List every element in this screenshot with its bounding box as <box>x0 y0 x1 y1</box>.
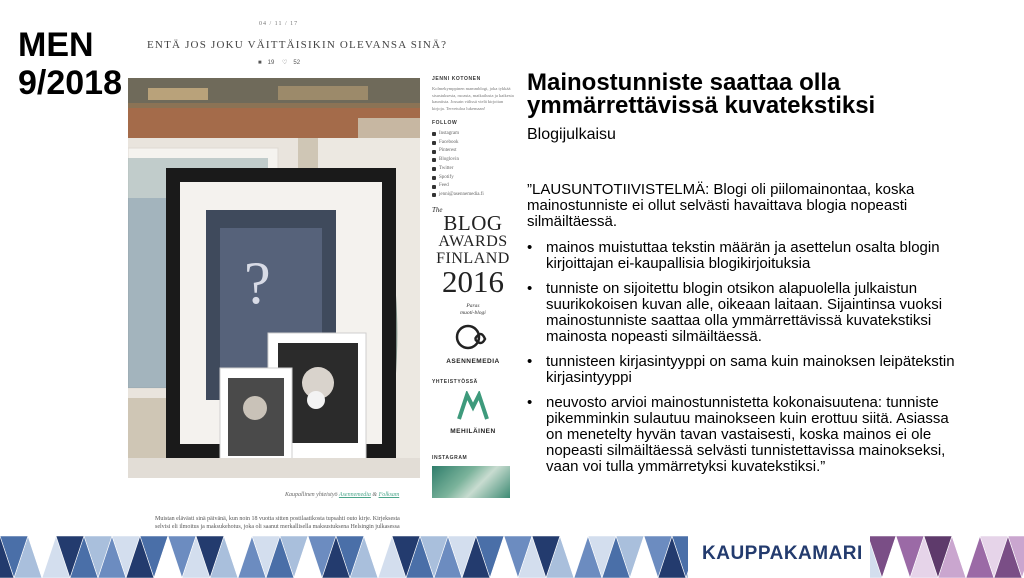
caption-link-asennemedia[interactable]: Asennemedia <box>338 492 371 498</box>
comment-count: 19 <box>267 60 275 66</box>
bullet-item: • tunnisteen kirjasintyyppi on sama kuin mainoksen leipätekstin kirjasintyyppi <box>527 354 967 386</box>
caption-prefix: Kaupallinen yhteistyö <box>285 492 338 498</box>
mail-icon <box>432 193 436 197</box>
author-bio: Kolmekymppinen mammblogi, joka tykkää sisustuksesta, ruoasta, matkailusta ja kaikesta kauniista. Jossain välissä vielä kirjoitan kirjoja. Tervetuloa lukemaan! <box>432 86 514 111</box>
award-line2: AWARDS <box>438 232 508 250</box>
bullet-item: • tunniste on sijoitettu blogin otsikon alapuolella julkaistun suurikokoisen kuvan alle, oikeaan laitaan. Sijaintinsa vuoksi mainostunniste saattaa olla ymmärrettävissä kuvatekstiksi mainosta nopeasti silmäiltäessä. <box>527 281 967 345</box>
kauppakamari-logo: KAUPPAKAMARI <box>702 543 863 564</box>
slide-id <box>18 26 122 102</box>
network-name: ASENNEMEDIA <box>446 357 500 365</box>
award-line3: FINLAND <box>436 249 510 267</box>
award-sub1: Paras <box>466 302 480 309</box>
follow-heading: FOLLOW <box>432 120 458 126</box>
spotify-icon <box>432 176 436 180</box>
slide-subheading: Blogijulkaisu <box>527 126 616 143</box>
blog-post-title: ENTÄ JOS JOKU VÄITTÄISIKIN OLEVANSA SINÄ? <box>147 39 448 51</box>
instagram-thumbnail[interactable] <box>432 466 510 498</box>
slide-heading: Mainostunniste saattaa olla ymmärrettävissä kuvatekstiksi <box>527 69 876 119</box>
follow-item[interactable]: Pinterest <box>432 147 514 156</box>
blog-date: 04 / 11 / 17 <box>259 21 299 27</box>
facebook-icon <box>432 141 436 145</box>
bullet-list <box>527 240 967 484</box>
blog-meta <box>258 59 306 66</box>
twitter-icon <box>432 167 436 171</box>
ad-label-caption <box>285 492 399 498</box>
follow-item[interactable]: Spotify <box>432 174 514 183</box>
rss-icon <box>432 185 436 189</box>
follow-item[interactable]: Feed <box>432 182 514 191</box>
coop-brand: MEHILÄINEN <box>450 427 496 435</box>
bloglovin-icon <box>432 158 436 162</box>
statement-summary: ”LAUSUNTOTIIVISTELMÄ: Blogi oli piilomainontaa, koska mainostunniste ei ollut selvästi havaittava blogia nopeasti silmäiltäessä. <box>527 181 915 230</box>
follow-item[interactable]: jenni@asennemedia.fi <box>432 191 514 200</box>
follow-item[interactable]: Bloglovin <box>432 156 514 165</box>
slide-id-line2: 9/2018 <box>18 64 122 102</box>
asennemedia-logo[interactable] <box>432 321 514 365</box>
bullet-item: • mainos muistuttaa tekstin määrän ja asettelun osalta blogin kirjoittajan ei-kaupallisia blogikirjoituksia <box>527 240 967 272</box>
award-year: 2016 <box>442 263 504 299</box>
blog-screenshot <box>125 18 520 536</box>
blog-sidebar <box>432 76 514 498</box>
instagram-icon <box>432 132 436 136</box>
blog-main-photo <box>128 78 420 478</box>
award-the: The <box>432 205 443 214</box>
svg-text:?: ? <box>244 250 271 316</box>
blog-body-text: Muistan elävästi sinä päivänä, kun noin 18 vuotta sitten postilaatikosta tupsahti outo kirje. Kirjeksesta selvisi eli ilmoitus ja maksukehotus, joka oli saanut merkallisella maksustuksena Helsingin julkasessa <box>155 516 400 530</box>
bullet-item: • neuvosto arvioi mainostunnistetta kokonaisuutena: tunniste pikemminkin sulautuu mainokseen kuin erottuu siitä. Asiassa on menetelty hyvän tavan vastaisesti, koska mainos ei ole nopeasti silmäiltäessä selvästi tunnistettavissa mainokseksi, vaan voi tulla ymmärretyksi kuvatekstiksi.” <box>527 395 967 475</box>
pinterest-icon <box>432 150 436 154</box>
follow-item[interactable]: Twitter <box>432 165 514 174</box>
comment-icon: ■ <box>258 60 262 66</box>
asennemedia-logo-icon <box>453 321 493 353</box>
footer-band <box>0 536 1024 578</box>
blog-awards-badge[interactable] <box>432 206 514 297</box>
slide-id-line1: MEN <box>18 26 94 64</box>
triangle-pattern <box>0 536 1024 578</box>
coop-heading: YHTEISTYÖSSÄ <box>432 378 478 385</box>
instagram-heading: INSTAGRAM <box>432 454 468 461</box>
award-category <box>432 303 514 317</box>
heart-icon: ♡ <box>281 60 288 66</box>
follow-item[interactable]: Facebook <box>432 139 514 148</box>
mehilainen-logo[interactable] <box>432 391 514 435</box>
follow-item[interactable]: Instagram <box>432 130 514 139</box>
caption-link-folksam[interactable]: Folksam <box>378 492 400 498</box>
mehilainen-logo-icon <box>453 391 493 423</box>
award-line1: BLOG <box>443 210 503 235</box>
like-count: 52 <box>293 60 301 66</box>
caption-amp: & <box>372 492 378 498</box>
follow-list <box>432 130 514 200</box>
award-sub2: muoti-blogi <box>460 309 486 316</box>
author-heading: JENNI KOTONEN <box>432 76 481 82</box>
